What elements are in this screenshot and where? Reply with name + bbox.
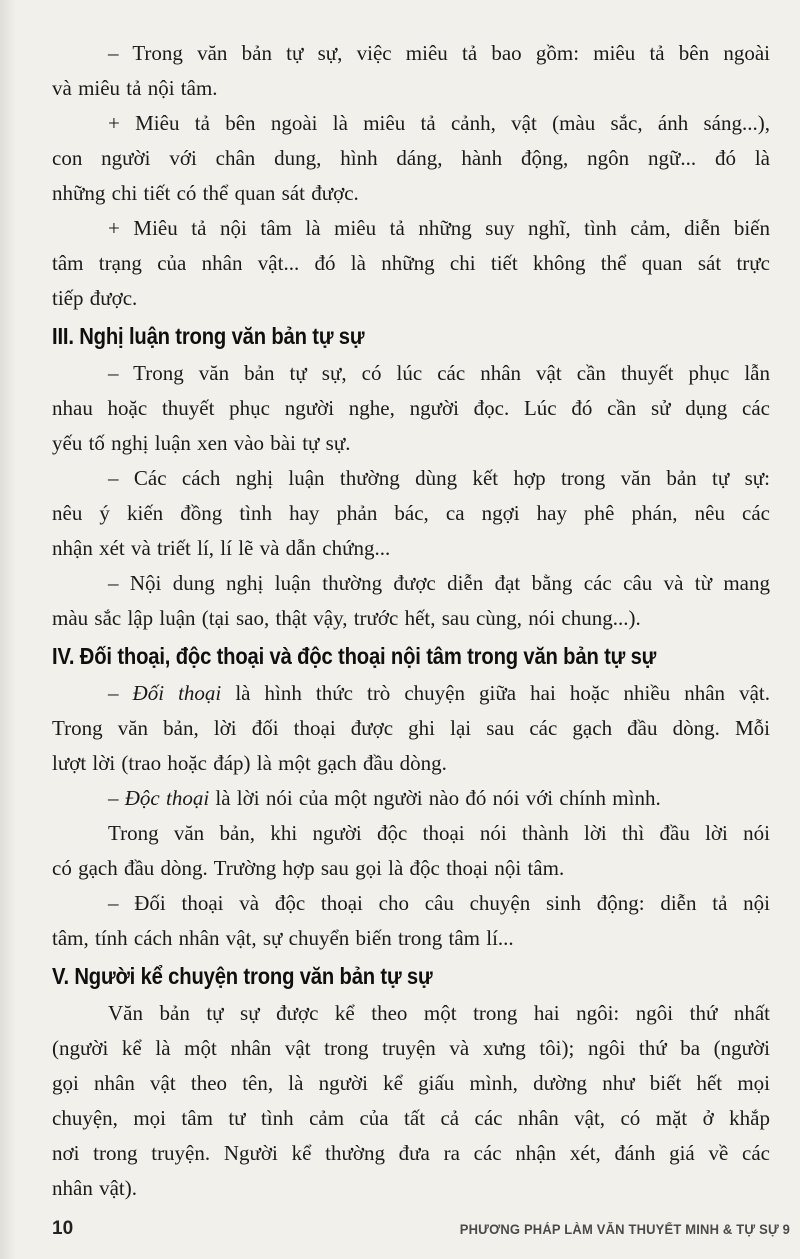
text-line: nhau hoặc thuyết phục người nghe, người đọc. Lúc đó cần sử dụng các: [52, 396, 770, 420]
section-heading: III. Nghị luận trong văn bản tự sự: [52, 323, 365, 349]
page-number: 10: [52, 1218, 74, 1239]
text-line: có gạch đầu dòng. Trường hợp sau gọi là độc thoại nội tâm.: [52, 856, 565, 880]
text-line: chuyện, mọi tâm tư tình cảm của tất cả các nhân vật, có mặt ở khắp: [52, 1106, 770, 1130]
text-line: gọi nhân vật theo tên, là người kể giấu mình, dường như biết hết mọi: [52, 1071, 770, 1095]
text-line: – Độc thoại là lời nói của một người nào đó nói với chính mình.: [108, 786, 661, 810]
text-line: tiếp được.: [52, 286, 138, 310]
text-line: (người kể là một nhân vật trong truyện và xưng tôi); ngôi thứ ba (người: [52, 1036, 770, 1060]
text-line: nơi trong truyện. Người kể thường đưa ra các nhận xét, đánh giá về các: [52, 1141, 770, 1165]
text-line: – Trong văn bản tự sự, có lúc các nhân vật cần thuyết phục lẫn: [108, 361, 770, 385]
scan-edge-shadow: [0, 0, 16, 1259]
section-heading: IV. Đối thoại, độc thoại và độc thoại nội tâm trong văn bản tự sự: [52, 643, 657, 669]
paragraph: [52, 356, 770, 461]
text-line: – Nội dung nghị luận thường được diễn đạt bằng các câu và từ mang: [108, 571, 770, 595]
text-line: và miêu tả nội tâm.: [52, 76, 218, 100]
text-line: nhận xét và triết lí, lí lẽ và dẫn chứng...: [52, 536, 391, 560]
paragraph: [52, 211, 770, 316]
text-line: – Trong văn bản tự sự, việc miêu tả bao gồm: miêu tả bên ngoài: [108, 41, 770, 65]
text-line: – Đối thoại và độc thoại cho câu chuyện sinh động: diễn tả nội: [108, 891, 770, 915]
text-line: Văn bản tự sự được kể theo một trong hai ngôi: ngôi thứ nhất: [108, 1001, 770, 1025]
text-line: nhân vật).: [52, 1176, 137, 1200]
paragraph: [52, 676, 770, 781]
paragraph: [52, 461, 770, 566]
text-line: – Đối thoại là hình thức trò chuyện giữa hai hoặc nhiều nhân vật.: [108, 681, 770, 705]
paragraph: [52, 996, 770, 1206]
paragraph: [52, 781, 770, 816]
text-line: màu sắc lập luận (tại sao, thật vậy, trước hết, sau cùng, nói chung...).: [52, 606, 641, 630]
text-line: + Miêu tả nội tâm là miêu tả những suy nghĩ, tình cảm, diễn biến: [108, 216, 770, 240]
text-line: những chi tiết có thể quan sát được.: [52, 181, 359, 205]
text-line: Trong văn bản, khi người độc thoại nói thành lời thì đầu lời nói: [108, 821, 770, 845]
text-line: nêu ý kiến đồng tình hay phản bác, ca ngợi hay phê phán, nêu các: [52, 501, 770, 525]
text-line: tâm trạng của nhân vật... đó là những chi tiết không thể quan sát trực: [52, 251, 770, 275]
paragraph: [52, 106, 770, 211]
text-line: yếu tố nghị luận xen vào bài tự sự.: [52, 431, 351, 455]
text-line: Trong văn bản, lời đối thoại được ghi lại sau các gạch đầu dòng. Mỗi: [52, 716, 770, 740]
text-line: tâm, tính cách nhân vật, sự chuyển biến trong tâm lí...: [52, 926, 514, 950]
paragraph: [52, 886, 770, 956]
section-heading: V. Người kể chuyện trong văn bản tự sự: [52, 963, 433, 989]
paragraph: [52, 36, 770, 106]
text-line: + Miêu tả bên ngoài là miêu tả cảnh, vật (màu sắc, ánh sáng...),: [108, 111, 770, 135]
text-line: – Các cách nghị luận thường dùng kết hợp trong văn bản tự sự:: [108, 466, 770, 490]
text-block: [52, 36, 770, 1206]
running-title: PHƯƠNG PHÁP LÀM VĂN THUYẾT MINH & TỰ SỰ 9: [459, 1221, 790, 1237]
text-line: con người với chân dung, hình dáng, hành động, ngôn ngữ... đó là: [52, 146, 770, 170]
text-line: lượt lời (trao hoặc đáp) là một gạch đầu dòng.: [52, 751, 447, 775]
paragraph: [52, 566, 770, 636]
paragraph: [52, 816, 770, 886]
page-footer: [52, 1212, 790, 1246]
